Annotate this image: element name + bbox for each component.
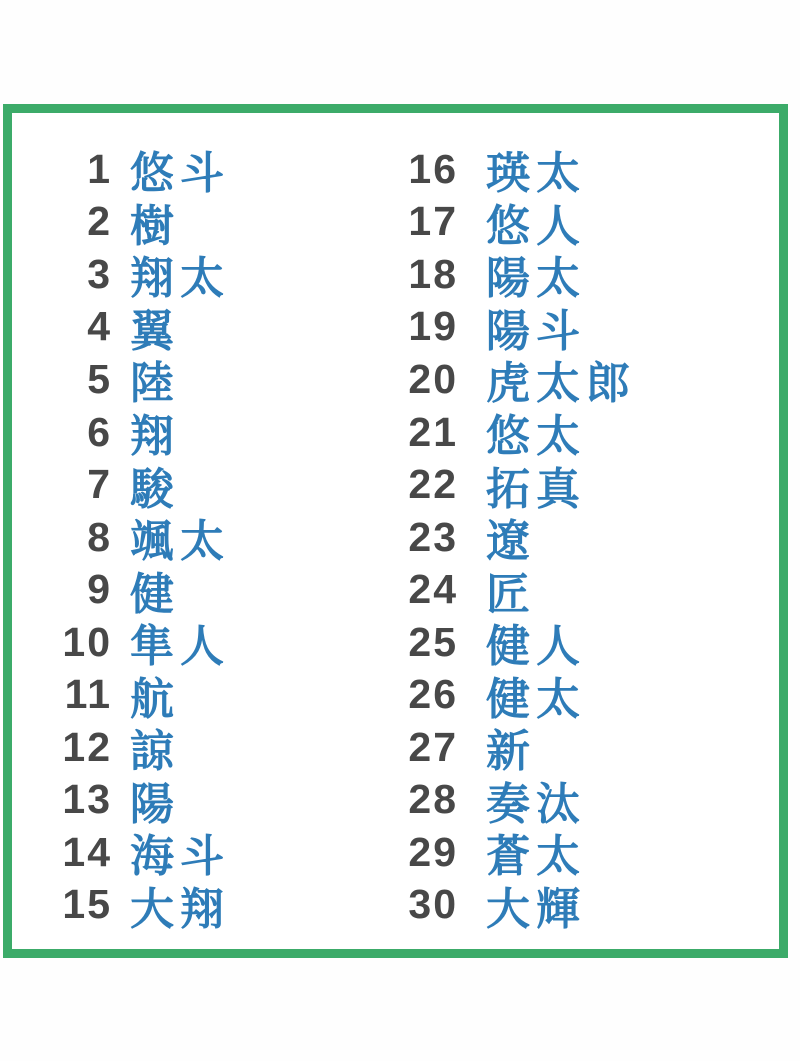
- boy-name: 陽: [130, 779, 180, 829]
- boy-name: 悠斗: [130, 149, 230, 199]
- rank-number: 9: [87, 566, 112, 613]
- boy-name: 奏汰: [486, 779, 586, 829]
- boy-name: 匠: [486, 569, 536, 619]
- rank-number: 1: [87, 145, 112, 192]
- rank-number: 23: [408, 513, 458, 560]
- boy-name: 健太: [486, 674, 586, 724]
- boy-name: 拓真: [486, 464, 586, 514]
- rank-number: 28: [408, 776, 458, 823]
- rank-number: 8: [87, 513, 112, 560]
- list-item: [350, 301, 636, 354]
- rank-number: 25: [408, 618, 458, 665]
- boy-name: 健: [130, 569, 180, 619]
- list-item: [12, 879, 230, 932]
- list-item: [350, 721, 636, 777]
- list-item: [12, 563, 230, 619]
- rank-number: 16: [408, 145, 458, 192]
- list-item: [12, 353, 230, 409]
- boy-name: 樹: [130, 201, 180, 251]
- list-item: [350, 248, 636, 304]
- boy-name: 大翔: [130, 884, 230, 934]
- boy-name: 悠人: [486, 201, 586, 251]
- rank-number: 10: [62, 618, 112, 665]
- rank-number: 13: [62, 776, 112, 823]
- list-item: [350, 774, 636, 827]
- rank-number: 14: [62, 828, 112, 875]
- rank-number: 27: [408, 723, 458, 770]
- rank-number: 18: [408, 250, 458, 297]
- boy-name: 駿: [130, 464, 180, 514]
- list-item: [12, 196, 230, 249]
- list-item: [350, 143, 636, 199]
- boy-name: 陸: [130, 359, 180, 409]
- ranking-column-left: [12, 143, 230, 934]
- rank-number: 29: [408, 828, 458, 875]
- rank-number: 3: [87, 250, 112, 297]
- rank-number: 24: [408, 566, 458, 613]
- list-item: [350, 458, 636, 514]
- boy-name: 健人: [486, 622, 586, 672]
- boy-name: 隼人: [130, 622, 230, 672]
- list-item: [12, 721, 230, 777]
- boy-name: 航: [130, 674, 180, 724]
- boy-name: 陽太: [486, 254, 586, 304]
- list-item: [350, 353, 636, 409]
- boy-name: 蒼太: [486, 832, 586, 882]
- boy-name: 海斗: [130, 832, 230, 882]
- list-item: [12, 668, 230, 724]
- rank-number: 19: [408, 303, 458, 350]
- rank-number: 4: [87, 303, 112, 350]
- boy-name: 大輝: [486, 884, 586, 934]
- rank-number: 20: [408, 355, 458, 402]
- rank-number: 15: [62, 881, 112, 928]
- boy-name: 悠太: [486, 412, 586, 462]
- list-item: [350, 196, 636, 249]
- list-item: [350, 563, 636, 619]
- list-item: [12, 511, 230, 567]
- boy-name: 颯太: [130, 517, 230, 567]
- rank-number: 6: [87, 408, 112, 455]
- list-item: [350, 668, 636, 724]
- boy-name: 翼: [130, 306, 180, 356]
- rank-number: 21: [408, 408, 458, 455]
- list-item: [350, 406, 636, 462]
- rank-number: 22: [408, 461, 458, 508]
- list-item: [12, 616, 230, 672]
- boy-name: 翔: [130, 412, 180, 462]
- boy-name: 翔太: [130, 254, 230, 304]
- list-item: [350, 511, 636, 567]
- list-item: [12, 458, 230, 514]
- rank-number: 2: [87, 198, 112, 245]
- boy-name: 虎太郎: [486, 359, 636, 409]
- boy-name: 諒: [130, 727, 180, 777]
- boy-name: 遼: [486, 517, 536, 567]
- boy-name: 瑛太: [486, 149, 586, 199]
- name-ranking-box: [3, 104, 788, 958]
- list-item: [12, 143, 230, 199]
- rank-number: 17: [408, 198, 458, 245]
- rank-number: 7: [87, 461, 112, 508]
- rank-number: 5: [87, 355, 112, 402]
- list-item: [12, 301, 230, 354]
- rank-number: 26: [408, 671, 458, 718]
- boy-name: 新: [486, 727, 536, 777]
- list-item: [12, 826, 230, 882]
- list-item: [350, 879, 636, 932]
- list-item: [12, 406, 230, 462]
- rank-number: 11: [64, 671, 112, 718]
- rank-number: 30: [408, 881, 458, 928]
- list-item: [350, 826, 636, 882]
- list-item: [12, 774, 230, 827]
- list-item: [12, 248, 230, 304]
- list-item: [350, 616, 636, 672]
- ranking-column-right: [350, 143, 636, 934]
- rank-number: 12: [62, 723, 112, 770]
- boy-name: 陽斗: [486, 306, 586, 356]
